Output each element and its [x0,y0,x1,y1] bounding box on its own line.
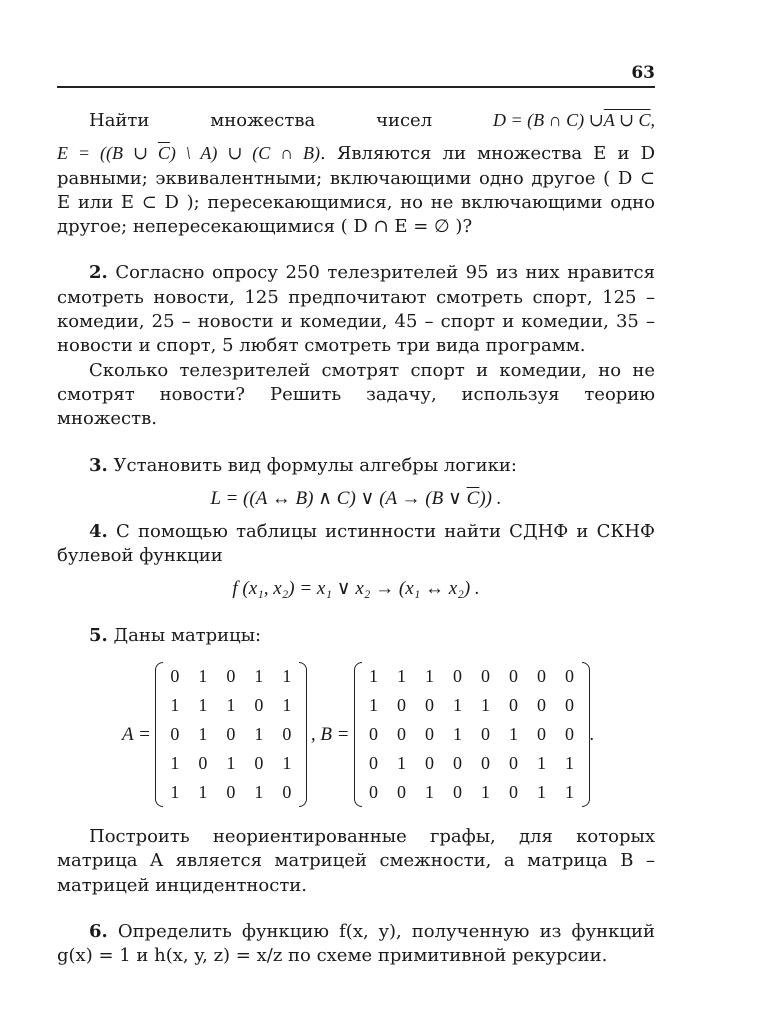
task6-body: Определить функцию f(x, y), полученную из функций g(x) = 1 и h(x, y, z) = x/z по схеме примитивной рекурсии. [57,920,655,967]
task5-text [57,624,655,648]
task5-body: Даны матрицы: [113,624,262,646]
task2-text [57,261,655,358]
matrix-b-cell: 0 [453,666,463,687]
matrix-b-cell: 0 [397,695,407,716]
matrix-a-cell: 0 [254,695,264,716]
matrix-a-cell: 0 [170,724,180,745]
matrix-a-cell: 1 [170,753,180,774]
task2-number: 2. [89,262,108,284]
matrix-a-cell: 0 [226,724,236,745]
matrix-a-cell: 1 [282,753,292,774]
formula-l-part2: )) . [479,487,502,509]
matrix-a-cell: 0 [198,753,208,774]
matrix-a-cell: 1 [198,724,208,745]
matrix-b-label: , B = [310,723,350,745]
matrix-a-cell: 1 [282,666,292,687]
matrix-b-cell: 0 [397,782,407,803]
formula-d-overline: A ∪ C [603,110,651,130]
task6-number: 6. [89,920,108,942]
formula-d-part1: D = (B ∩ C) ∪ [493,110,604,130]
matrix-b-cell: 0 [565,724,575,745]
matrix-b-cell: 0 [369,724,379,745]
matrix-b-cell: 0 [509,753,519,774]
matrix-b-cell: 1 [537,782,547,803]
matrix-b-cell: 1 [565,753,575,774]
task1-word-3: чисел [376,110,433,131]
matrix-a-cell: 0 [254,753,264,774]
matrix-b-cell: 1 [453,695,463,716]
matrix-b-cell: 0 [509,695,519,716]
matrix-b-cell: 0 [481,724,491,745]
task3-text [57,454,655,478]
matrix-b-cell: 0 [425,724,435,745]
task1-word-1: Найти [89,110,150,131]
matrix-b-cell: 0 [369,753,379,774]
matrix-b-cell: 1 [397,666,407,687]
matrix-b-cell: 0 [369,782,379,803]
matrix-a-cell: 1 [282,695,292,716]
matrix-b-cell: 0 [397,724,407,745]
formula-l-part1: L = ((A ↔ B) ∧ C) ∨ (A → (B ∨ [210,487,467,509]
page-header [57,58,655,88]
page-number: 63 [631,63,655,83]
matrix-b-cell: 1 [369,695,379,716]
matrix-a-label: A = [121,723,151,745]
matrix-b-cell: 0 [565,695,575,716]
matrix-b-cell: 0 [509,782,519,803]
matrix-b-cell: 0 [481,753,491,774]
task4-number: 4. [89,520,108,542]
matrix-a-cell: 1 [226,753,236,774]
task1-first-line [57,108,655,133]
matrix-a-cell: 1 [254,666,264,687]
matrix-a-cell: 1 [170,695,180,716]
matrix-b-cell: 0 [453,753,463,774]
matrix-b-cell: 0 [481,666,491,687]
matrix-b-cell: 0 [509,666,519,687]
matrix-a-cell: 0 [226,782,236,803]
task1-formula-d [493,108,655,132]
task4-formula: f (x₁, x₂) = x₁ ∨ x₂ → (x₁ ↔ x₂) . [232,578,480,600]
matrix-a-cell: 1 [170,782,180,803]
matrix-b-cell: 0 [537,695,547,716]
matrix-a-cell: 0 [282,724,292,745]
matrix-a-cell: 1 [254,724,264,745]
matrix-a-cell: 1 [198,666,208,687]
matrix-b-cell: 1 [565,782,575,803]
matrix-b-cell: 1 [537,753,547,774]
task2-body: Согласно опросу 250 телезрителей 95 из них нравится смотреть новости, 125 предпочитают смотреть спорт, 125 – комедии, 25 – новости и комедии, 45 – спорт и комедии, 35 – новости и спорт, 5 любят смотреть три вида программ. [57,262,655,357]
task5-number: 5. [89,624,108,646]
task4-text [57,520,655,569]
matrix-b-cell: 1 [481,782,491,803]
matrices [57,662,655,807]
task1-body [57,141,655,239]
task4-body: С помощью таблицы истинности найти СДНФ и СКНФ булевой функции [57,520,655,566]
task3-number: 3. [89,454,108,476]
formula-e-part2: ) \ A) ∪ (C ∩ B) [169,143,321,164]
matrix-b-cell: 1 [453,724,463,745]
task3-body: Установить вид формулы алгебры логики: [113,454,517,476]
matrix-a-cell: 0 [282,782,292,803]
formula-l-overline: $\overline{C}$ [466,487,480,509]
task1-text: . Являются ли множества E и D равными; эквивалентными; включающими одно другое ( D ⊂ E или E ⊂ D ); пересекающимися, но не включающими одно другое; непересекающимися ( D ∩ E = ∅ )? [57,143,655,238]
matrix-a-cell: 0 [226,666,236,687]
matrices-end: . [589,724,595,745]
matrix-a-cell: 1 [254,782,264,803]
matrix-a-cell: 0 [170,666,180,687]
matrix-a-cell: 1 [198,695,208,716]
task1-formula-e [57,143,320,163]
formula-d-end: , [650,110,655,130]
matrix-b-cell: 1 [397,753,407,774]
task5-after: Построить неориентированные графы, для которых матрица A является матрицей смежности, а матрица B – матрицей инцидентности. [57,826,655,896]
matrix-b-cell: 0 [425,695,435,716]
task1-word-2: множества [210,110,316,131]
task6-text [57,920,655,969]
task3-formula [57,486,655,512]
matrix-b-cell: 1 [425,666,435,687]
matrix-b-cell: 1 [369,666,379,687]
matrix-b-cell: 0 [537,666,547,687]
formula-e-part1: E = ((B ∪ [57,143,158,164]
matrix-b-cell: 1 [481,695,491,716]
matrix-b-cell: 0 [425,753,435,774]
matrix-b-cell: 1 [509,724,519,745]
task2-question: Сколько телезрителей смотрят спорт и комедии, но не смотрят новости? Решить задачу, используя теорию множеств. [57,359,655,430]
matrix-a-cell: 1 [226,695,236,716]
formula-e-overline: $\overline{C}$ [157,143,170,164]
matrix-b-cell: 0 [565,666,575,687]
matrix-b-cell: 1 [425,782,435,803]
matrix-b-cell: 0 [453,782,463,803]
page [57,58,655,969]
matrix-b [354,662,590,807]
matrix-a-cell: 1 [198,782,208,803]
matrix-a [155,662,307,807]
matrix-b-cell: 0 [537,724,547,745]
